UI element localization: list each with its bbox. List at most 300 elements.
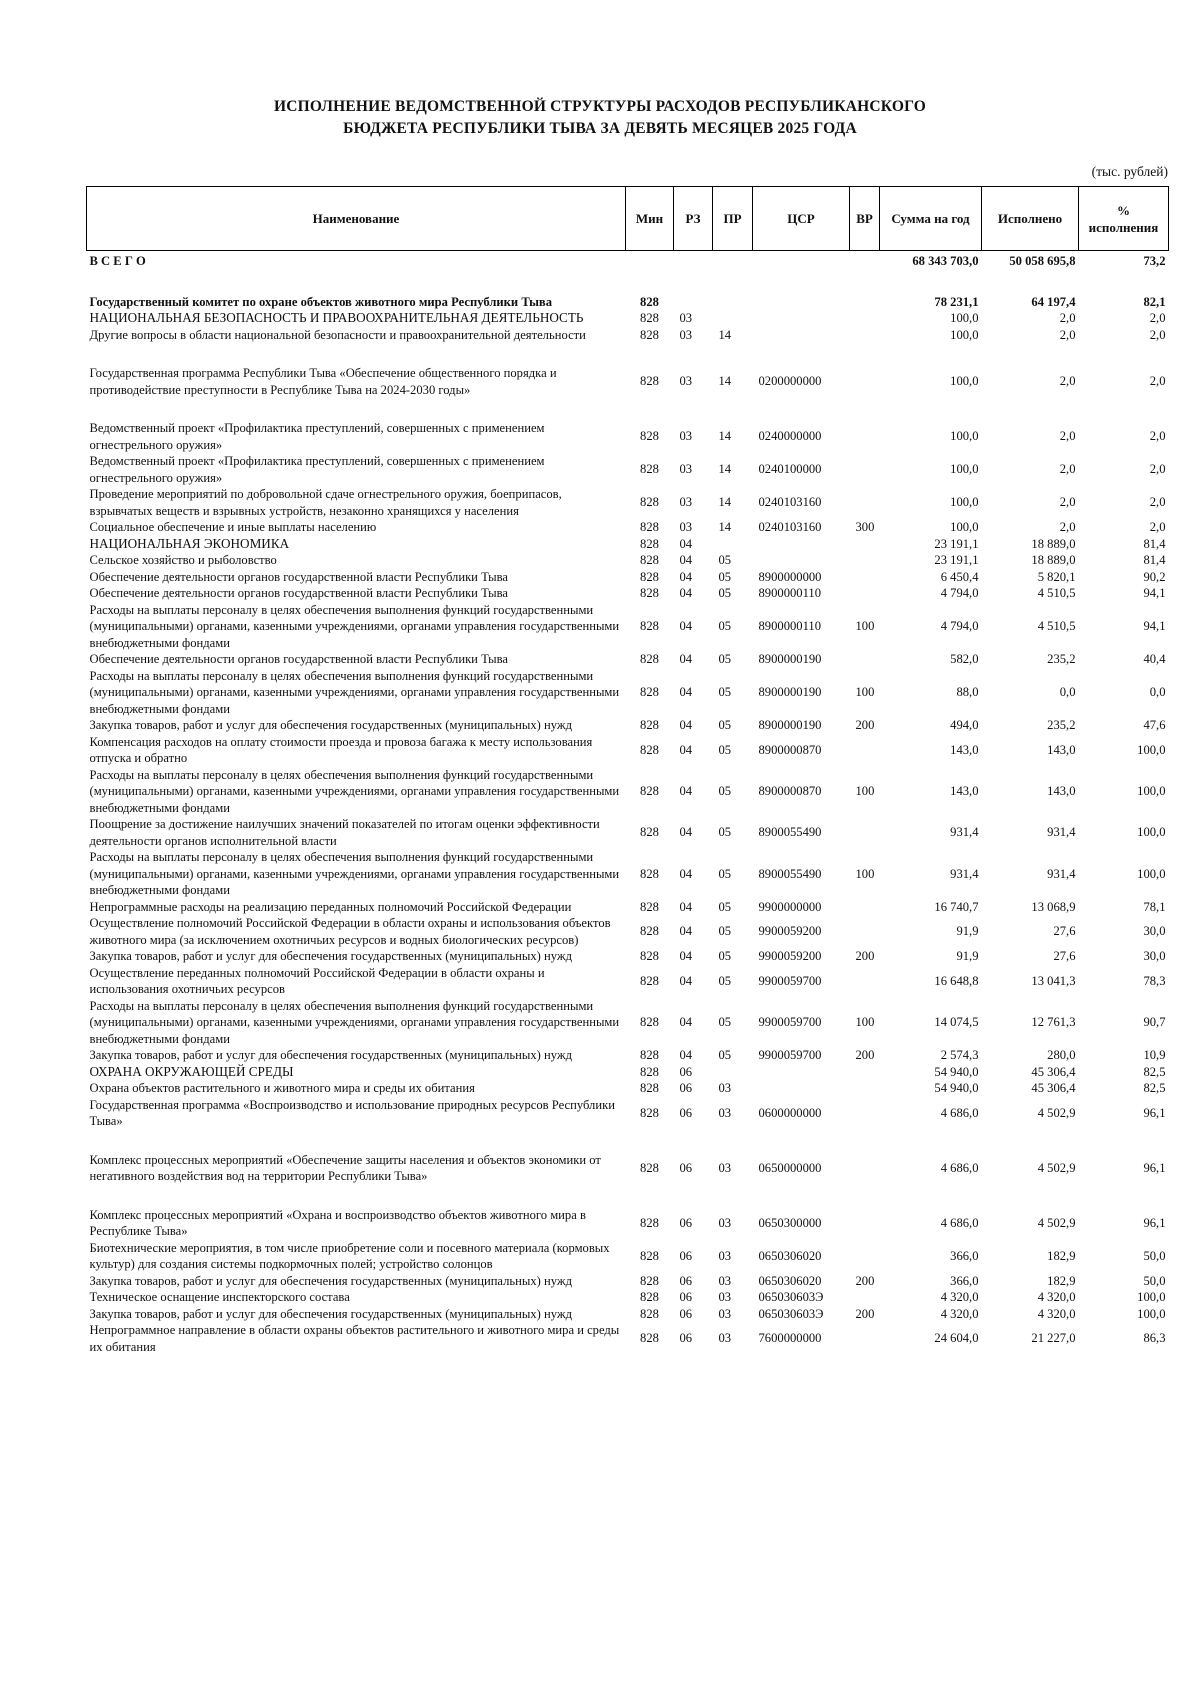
cell-sum: 23 191,1 bbox=[934, 536, 979, 551]
cell-vr: 100 bbox=[855, 784, 875, 798]
cell-csr: 8900055490 bbox=[758, 866, 822, 881]
cell-pct: 94,1 bbox=[1143, 619, 1166, 633]
cell-done: 4 510,5 bbox=[1037, 586, 1076, 600]
cell-rz: 04 bbox=[679, 784, 693, 798]
cell-vr: 200 bbox=[855, 718, 875, 732]
cell-min: 828 bbox=[640, 899, 659, 914]
cell-vr: 300 bbox=[855, 520, 875, 534]
cell-sum: 100,0 bbox=[950, 311, 979, 325]
cell-csr: 8900000870 bbox=[758, 742, 822, 757]
cell-min bbox=[626, 251, 674, 272]
cell-csr bbox=[753, 310, 850, 327]
cell-rz: 03 bbox=[679, 374, 693, 389]
cell-min: 828 bbox=[640, 924, 659, 939]
cell-done: 27,6 bbox=[1053, 924, 1076, 939]
cell-pr bbox=[713, 536, 753, 553]
cell-pr: 14 bbox=[718, 495, 732, 510]
cell-rz: 06 bbox=[679, 1160, 693, 1175]
cell-pr: 03 bbox=[718, 1248, 732, 1263]
cell-done: 2,0 bbox=[1059, 429, 1076, 444]
cell-done: 2,0 bbox=[1059, 520, 1076, 534]
cell-done: 5 820,1 bbox=[1037, 569, 1076, 584]
table-row bbox=[87, 343, 1169, 398]
cell-done: 2,0 bbox=[1059, 495, 1076, 510]
table-row bbox=[87, 1240, 1169, 1273]
cell-csr: 8900000870 bbox=[758, 784, 822, 798]
cell-pr bbox=[713, 310, 753, 327]
cell-pr: 03 bbox=[718, 1215, 732, 1230]
cell-rz: 06 bbox=[679, 1273, 693, 1288]
cell-rz: 04 bbox=[679, 949, 693, 963]
cell-csr: 0240000000 bbox=[758, 429, 822, 444]
cell-name: Ведомственный проект «Профилактика преступлений, совершенных с применением огнестрельного оружия» bbox=[89, 454, 545, 485]
cell-rz bbox=[674, 251, 713, 272]
document-title bbox=[0, 96, 1200, 140]
cell-pr: 05 bbox=[718, 586, 732, 600]
cell-pr: 14 bbox=[718, 374, 732, 389]
table-row bbox=[87, 899, 1169, 916]
cell-done: 4 320,0 bbox=[1037, 1290, 1076, 1304]
cell-sum: 16 740,7 bbox=[934, 899, 979, 914]
cell-pr bbox=[713, 251, 753, 272]
table-row bbox=[87, 651, 1169, 668]
cell-sum: 494,0 bbox=[950, 718, 979, 732]
cell-name: Закупка товаров, работ и услуг для обеспечения государственных (муниципальных) нужд bbox=[89, 718, 572, 732]
cell-sum: 4 686,0 bbox=[940, 1105, 979, 1120]
cell-pct: 50,0 bbox=[1143, 1248, 1166, 1263]
cell-min: 828 bbox=[640, 311, 659, 325]
cell-vr bbox=[850, 1289, 880, 1306]
cell-name: Непрограммные расходы на реализацию переданных полномочий Российской Федерации bbox=[89, 899, 572, 914]
header-rz: РЗ bbox=[674, 187, 713, 251]
table-row bbox=[87, 602, 1169, 652]
table-row bbox=[87, 948, 1169, 965]
cell-sum: 2 574,3 bbox=[940, 1048, 979, 1062]
cell-vr bbox=[850, 569, 880, 586]
cell-vr bbox=[850, 585, 880, 602]
cell-pct: 2,0 bbox=[1149, 374, 1166, 389]
cell-name: Расходы на выплаты персоналу в целях обеспечения выполнения функций государственными (муниципальными) органами, казенными учреждениями, органами управления государственными внебюджетными фондами bbox=[89, 998, 620, 1046]
cell-done: 182,9 bbox=[1047, 1248, 1076, 1263]
cell-sum: 4 686,0 bbox=[940, 1215, 979, 1230]
cell-pct: 81,4 bbox=[1143, 536, 1166, 551]
table-row bbox=[87, 569, 1169, 586]
cell-pr: 05 bbox=[718, 685, 732, 699]
cell-csr: 9900000000 bbox=[758, 899, 822, 914]
cell-pr: 14 bbox=[718, 327, 732, 342]
header-name: Наименование bbox=[87, 187, 626, 251]
cell-csr bbox=[753, 1080, 850, 1097]
cell-name: Поощрение за достижение наилучших значений показателей по итогам оценки эффективности деятельности органов исполнительной власти bbox=[89, 817, 600, 848]
cell-min: 828 bbox=[640, 652, 659, 666]
cell-pct: 100,0 bbox=[1137, 784, 1166, 798]
cell-sum: 24 604,0 bbox=[934, 1331, 979, 1346]
table-row bbox=[87, 1047, 1169, 1064]
cell-pct: 47,6 bbox=[1143, 718, 1166, 732]
cell-csr: 8900000190 bbox=[758, 652, 822, 666]
cell-pct: 0,0 bbox=[1149, 685, 1166, 699]
cell-name: Техническое оснащение инспекторского состава bbox=[89, 1290, 350, 1304]
cell-name: Государственная программа Республики Тыва «Обеспечение общественного порядка и противодействие преступности в Республике Тыва на 2024-2030 годы» bbox=[89, 366, 557, 397]
cell-done: 2,0 bbox=[1059, 327, 1076, 342]
cell-min: 828 bbox=[640, 569, 659, 584]
cell-pct: 90,2 bbox=[1143, 569, 1166, 584]
cell-name: Государственная программа «Воспроизводство и использование природных ресурсов Республики Тыва» bbox=[89, 1097, 615, 1128]
cell-vr bbox=[850, 651, 880, 668]
cell-name: Осуществление переданных полномочий Российской Федерации в области охраны и использования охотничьих ресурсов bbox=[89, 965, 545, 996]
cell-min: 828 bbox=[640, 1015, 659, 1029]
cell-min: 828 bbox=[640, 294, 659, 309]
cell-vr bbox=[850, 251, 880, 272]
cell-min: 828 bbox=[640, 1048, 659, 1062]
cell-csr: 9900059700 bbox=[758, 1048, 822, 1062]
cell-pct: 73,2 bbox=[1143, 254, 1166, 268]
cell-sum: 100,0 bbox=[950, 462, 979, 477]
cell-rz: 04 bbox=[679, 685, 693, 699]
cell-done: 64 197,4 bbox=[1031, 294, 1076, 309]
cell-csr bbox=[753, 272, 850, 311]
cell-csr: 8900055490 bbox=[758, 825, 822, 840]
cell-csr: 8900000190 bbox=[758, 718, 822, 732]
cell-rz: 03 bbox=[679, 495, 693, 510]
cell-min: 828 bbox=[640, 429, 659, 444]
cell-done: 45 306,4 bbox=[1031, 1081, 1076, 1095]
cell-vr bbox=[850, 552, 880, 569]
cell-name: Осуществление полномочий Российской Федерации в области охраны и использования объектов животного мира (за исключением охотничьих ресурсов и водных биологических ресурсов) bbox=[89, 916, 611, 947]
cell-rz: 04 bbox=[679, 866, 693, 881]
cell-name: Комплекс процессных мероприятий «Обеспечение защиты населения и объектов экономики от негативного воздействия вод на территории Республики Тыва» bbox=[89, 1152, 601, 1183]
cell-rz: 03 bbox=[679, 462, 693, 477]
cell-pct: 96,1 bbox=[1143, 1215, 1166, 1230]
cell-csr: 0240103160 bbox=[758, 520, 822, 534]
table-row bbox=[87, 585, 1169, 602]
cell-vr bbox=[850, 1080, 880, 1097]
cell-sum: 143,0 bbox=[950, 742, 979, 757]
cell-pct: 2,0 bbox=[1149, 462, 1166, 477]
cell-csr: 8900000190 bbox=[758, 685, 822, 699]
cell-vr bbox=[850, 343, 880, 398]
cell-sum: 16 648,8 bbox=[934, 973, 979, 988]
cell-min: 828 bbox=[640, 949, 659, 963]
cell-pct: 90,7 bbox=[1143, 1015, 1166, 1029]
cell-pct: 30,0 bbox=[1143, 924, 1166, 939]
cell-name: НАЦИОНАЛЬНАЯ ЭКОНОМИКА bbox=[89, 535, 290, 551]
cell-min: 828 bbox=[640, 866, 659, 881]
cell-pct: 2,0 bbox=[1149, 429, 1166, 444]
cell-done: 4 502,9 bbox=[1037, 1105, 1076, 1120]
cell-sum: 78 231,1 bbox=[934, 294, 979, 309]
cell-vr bbox=[850, 486, 880, 519]
cell-pct: 78,3 bbox=[1143, 973, 1166, 988]
cell-pct: 100,0 bbox=[1137, 742, 1166, 757]
cell-done: 2,0 bbox=[1059, 311, 1076, 325]
cell-done: 182,9 bbox=[1047, 1273, 1076, 1288]
cell-name: Непрограммное направление в области охраны объектов растительного и животного мира и среды их обитания bbox=[89, 1323, 620, 1354]
cell-name: ОХРАНА ОКРУЖАЮЩЕЙ СРЕДЫ bbox=[89, 1063, 294, 1079]
table-row bbox=[87, 1322, 1169, 1355]
cell-name: Расходы на выплаты персоналу в целях обеспечения выполнения функций государственными (муниципальными) органами, казенными учреждениями, органами управления государственными внебюджетными фондами bbox=[89, 602, 620, 650]
cell-done: 18 889,0 bbox=[1031, 553, 1076, 567]
cell-pr: 03 bbox=[718, 1331, 732, 1346]
cell-min: 828 bbox=[640, 619, 659, 633]
cell-pr: 05 bbox=[718, 652, 732, 666]
cell-done: 50 058 695,8 bbox=[1009, 254, 1076, 268]
cell-rz: 06 bbox=[679, 1248, 693, 1263]
table-row bbox=[87, 536, 1169, 553]
cell-pct: 82,5 bbox=[1143, 1081, 1166, 1095]
cell-vr bbox=[850, 1322, 880, 1355]
cell-min: 828 bbox=[640, 1064, 659, 1079]
cell-pr: 05 bbox=[718, 924, 732, 939]
cell-rz: 04 bbox=[679, 899, 693, 914]
cell-pct: 50,0 bbox=[1143, 1273, 1166, 1288]
cell-sum: 4 320,0 bbox=[940, 1290, 979, 1304]
cell-done: 280,0 bbox=[1047, 1048, 1076, 1062]
cell-done: 2,0 bbox=[1059, 374, 1076, 389]
cell-pr: 05 bbox=[718, 866, 732, 881]
cell-vr: 100 bbox=[855, 619, 875, 633]
cell-rz: 03 bbox=[679, 429, 693, 444]
cell-sum: 54 940,0 bbox=[934, 1081, 979, 1095]
cell-done: 931,4 bbox=[1047, 825, 1076, 840]
cell-vr: 100 bbox=[855, 685, 875, 699]
cell-pct: 100,0 bbox=[1137, 866, 1166, 881]
cell-name: Компенсация расходов на оплату стоимости проезда и провоза багажа к месту использования отпуска и обратно bbox=[89, 734, 593, 765]
cell-min: 828 bbox=[640, 1273, 659, 1288]
cell-done: 2,0 bbox=[1059, 462, 1076, 477]
title-line-1: ИСПОЛНЕНИЕ ВЕДОМСТВЕННОЙ СТРУКТУРЫ РАСХОДОВ РЕСПУБЛИКАНСКОГО bbox=[273, 98, 927, 115]
cell-rz: 04 bbox=[679, 619, 693, 633]
header-sum: Сумма на год bbox=[880, 187, 982, 251]
cell-min: 828 bbox=[640, 1160, 659, 1175]
cell-csr: 9900059700 bbox=[758, 1015, 822, 1029]
cell-rz: 06 bbox=[679, 1105, 693, 1120]
cell-min: 828 bbox=[640, 1331, 659, 1346]
table-row bbox=[87, 519, 1169, 536]
cell-done: 143,0 bbox=[1047, 784, 1076, 798]
cell-rz: 04 bbox=[679, 1015, 693, 1029]
cell-pr: 14 bbox=[718, 429, 732, 444]
cell-done: 45 306,4 bbox=[1031, 1064, 1076, 1079]
cell-name: Социальное обеспечение и иные выплаты населению bbox=[89, 520, 377, 534]
cell-sum: 100,0 bbox=[950, 374, 979, 389]
table-row bbox=[87, 327, 1169, 344]
cell-name: Расходы на выплаты персоналу в целях обеспечения выполнения функций государственными (муниципальными) органами, казенными учреждениями, органами управления государственными внебюджетными фондами bbox=[89, 767, 620, 815]
table-row bbox=[87, 998, 1169, 1048]
cell-pr: 03 bbox=[718, 1160, 732, 1175]
cell-sum: 68 343 703,0 bbox=[912, 254, 979, 268]
cell-sum: 931,4 bbox=[950, 825, 979, 840]
cell-done: 4 510,5 bbox=[1037, 619, 1076, 633]
table-row bbox=[87, 310, 1169, 327]
cell-min: 828 bbox=[640, 462, 659, 477]
table-row bbox=[87, 1289, 1169, 1306]
cell-sum: 931,4 bbox=[950, 866, 979, 881]
cell-csr: 065030603Э bbox=[758, 1306, 824, 1321]
cell-min: 828 bbox=[640, 685, 659, 699]
cell-done: 13 041,3 bbox=[1031, 973, 1076, 988]
cell-pr: 05 bbox=[718, 553, 732, 567]
cell-pct: 78,1 bbox=[1143, 899, 1166, 914]
cell-pr: 05 bbox=[718, 619, 732, 633]
cell-pr: 14 bbox=[718, 520, 732, 534]
cell-rz: 04 bbox=[679, 973, 693, 988]
cell-pct: 96,1 bbox=[1143, 1160, 1166, 1175]
cell-csr: 9900059700 bbox=[758, 973, 822, 988]
cell-min: 828 bbox=[640, 1081, 659, 1095]
cell-min: 828 bbox=[640, 536, 659, 551]
cell-sum: 100,0 bbox=[950, 429, 979, 444]
cell-pr: 03 bbox=[718, 1105, 732, 1120]
cell-csr bbox=[753, 536, 850, 553]
units-note: (тыс. рублей) bbox=[1091, 164, 1168, 179]
cell-rz: 03 bbox=[679, 311, 693, 325]
cell-name: Проведение мероприятий по добровольной сдаче огнестрельного оружия, боеприпасов, взрывчатых веществ и взрывных устройств, незаконно хранящихся у населения bbox=[89, 487, 562, 518]
cell-vr bbox=[850, 734, 880, 767]
cell-csr: 0240100000 bbox=[758, 462, 822, 477]
cell-csr: 0600000000 bbox=[758, 1105, 822, 1120]
cell-pr: 05 bbox=[718, 1015, 732, 1029]
cell-rz: 03 bbox=[679, 520, 693, 534]
cell-pr: 03 bbox=[718, 1081, 732, 1095]
cell-rz bbox=[674, 272, 713, 311]
cell-sum: 54 940,0 bbox=[934, 1064, 979, 1079]
cell-pr: 05 bbox=[718, 973, 732, 988]
cell-rz: 04 bbox=[679, 718, 693, 732]
cell-vr bbox=[850, 816, 880, 849]
cell-sum: 582,0 bbox=[950, 652, 979, 666]
table-row bbox=[87, 849, 1169, 899]
cell-sum: 88,0 bbox=[956, 685, 979, 699]
cell-csr: 0650300000 bbox=[758, 1215, 822, 1230]
header-vr: ВР bbox=[850, 187, 880, 251]
cell-min: 828 bbox=[640, 1306, 659, 1321]
cell-csr: 065030603Э bbox=[758, 1290, 824, 1304]
cell-name: Закупка товаров, работ и услуг для обеспечения государственных (муниципальных) нужд bbox=[89, 1048, 572, 1062]
cell-pr: 03 bbox=[718, 1306, 732, 1321]
table-row bbox=[87, 767, 1169, 817]
cell-vr: 200 bbox=[855, 949, 875, 963]
cell-sum: 366,0 bbox=[950, 1273, 979, 1288]
cell-vr bbox=[850, 536, 880, 553]
cell-min: 828 bbox=[640, 495, 659, 510]
cell-name: Биотехнические мероприятия, в том числе приобретение соли и посевного материала (кормовых культур) для создания системы подкормочных полей; устройство солонцов bbox=[89, 1240, 610, 1271]
table-header bbox=[87, 187, 1169, 251]
cell-min: 828 bbox=[640, 742, 659, 757]
cell-pct: 100,0 bbox=[1137, 1306, 1166, 1321]
cell-done: 4 320,0 bbox=[1037, 1306, 1076, 1321]
cell-pct: 81,4 bbox=[1143, 553, 1166, 567]
budget-table bbox=[86, 186, 1169, 1355]
cell-name: Сельское хозяйство и рыболовство bbox=[89, 553, 277, 567]
cell-pct: 96,1 bbox=[1143, 1105, 1166, 1120]
cell-sum: 14 074,5 bbox=[934, 1015, 979, 1029]
cell-min: 828 bbox=[640, 586, 659, 600]
cell-rz: 04 bbox=[679, 652, 693, 666]
cell-rz: 06 bbox=[679, 1331, 693, 1346]
cell-sum: 366,0 bbox=[950, 1248, 979, 1263]
cell-min: 828 bbox=[640, 520, 659, 534]
cell-min: 828 bbox=[640, 718, 659, 732]
cell-name: Охрана объектов растительного и животного мира и среды их обитания bbox=[89, 1081, 475, 1095]
cell-min: 828 bbox=[640, 973, 659, 988]
title-line-2: БЮДЖЕТА РЕСПУБЛИКИ ТЫВА ЗА ДЕВЯТЬ МЕСЯЦЕВ 2025 ГОДА bbox=[343, 120, 857, 137]
cell-min: 828 bbox=[640, 784, 659, 798]
cell-rz: 04 bbox=[679, 569, 693, 584]
cell-rz: 03 bbox=[679, 327, 693, 342]
cell-rz: 06 bbox=[679, 1064, 693, 1079]
cell-rz: 04 bbox=[679, 536, 693, 551]
cell-sum: 4 794,0 bbox=[940, 619, 979, 633]
cell-pct: 30,0 bbox=[1143, 949, 1166, 963]
cell-min: 828 bbox=[640, 553, 659, 567]
cell-vr: 200 bbox=[855, 1048, 875, 1062]
cell-pr: 05 bbox=[718, 569, 732, 584]
cell-vr bbox=[850, 1185, 880, 1240]
header-pct: % исполнения bbox=[1079, 187, 1169, 251]
header-csr: ЦСР bbox=[753, 187, 850, 251]
cell-rz: 04 bbox=[679, 586, 693, 600]
cell-csr: 0650306020 bbox=[758, 1248, 822, 1263]
cell-vr bbox=[850, 272, 880, 311]
cell-pr: 05 bbox=[718, 742, 732, 757]
table-row bbox=[87, 1185, 1169, 1240]
table-row bbox=[87, 915, 1169, 948]
cell-csr: 0650000000 bbox=[758, 1160, 822, 1175]
cell-vr bbox=[850, 327, 880, 344]
cell-name: В С Е Г О bbox=[89, 254, 146, 268]
table-row bbox=[87, 965, 1169, 998]
cell-vr bbox=[850, 915, 880, 948]
cell-done: 143,0 bbox=[1047, 742, 1076, 757]
cell-rz: 04 bbox=[679, 1048, 693, 1062]
cell-vr: 100 bbox=[855, 866, 875, 881]
table-row bbox=[87, 272, 1169, 311]
cell-pr bbox=[713, 272, 753, 311]
table-row bbox=[87, 1080, 1169, 1097]
table-row bbox=[87, 552, 1169, 569]
cell-name: Обеспечение деятельности органов государственной власти Республики Тыва bbox=[89, 652, 508, 666]
cell-vr: 100 bbox=[855, 1015, 875, 1029]
cell-min: 828 bbox=[640, 1290, 659, 1304]
table-row bbox=[87, 1273, 1169, 1290]
cell-rz: 04 bbox=[679, 924, 693, 939]
cell-pct: 2,0 bbox=[1149, 311, 1166, 325]
cell-done: 13 068,9 bbox=[1031, 899, 1076, 914]
cell-sum: 4 320,0 bbox=[940, 1306, 979, 1321]
cell-rz: 06 bbox=[679, 1306, 693, 1321]
cell-name: Закупка товаров, работ и услуг для обеспечения государственных (муниципальных) нужд bbox=[89, 1306, 572, 1321]
cell-done: 21 227,0 bbox=[1031, 1331, 1076, 1346]
table-row bbox=[87, 398, 1169, 453]
cell-min: 828 bbox=[640, 1105, 659, 1120]
table-row bbox=[87, 1306, 1169, 1323]
cell-done: 4 502,9 bbox=[1037, 1160, 1076, 1175]
cell-name: Другие вопросы в области национальной безопасности и правоохранительной деятельности bbox=[89, 327, 586, 342]
cell-done: 18 889,0 bbox=[1031, 536, 1076, 551]
table-row bbox=[87, 717, 1169, 734]
cell-csr bbox=[753, 251, 850, 272]
cell-pr: 05 bbox=[718, 899, 732, 914]
table-row bbox=[87, 1064, 1169, 1081]
cell-pct: 2,0 bbox=[1149, 327, 1166, 342]
table-row bbox=[87, 734, 1169, 767]
cell-name: Расходы на выплаты персоналу в целях обеспечения выполнения функций государственными (муниципальными) органами, казенными учреждениями, органами управления государственными внебюджетными фондами bbox=[89, 850, 620, 897]
cell-pr: 14 bbox=[718, 462, 732, 477]
cell-sum: 4 686,0 bbox=[940, 1160, 979, 1175]
cell-csr: 0200000000 bbox=[758, 374, 822, 389]
table-row bbox=[87, 453, 1169, 486]
